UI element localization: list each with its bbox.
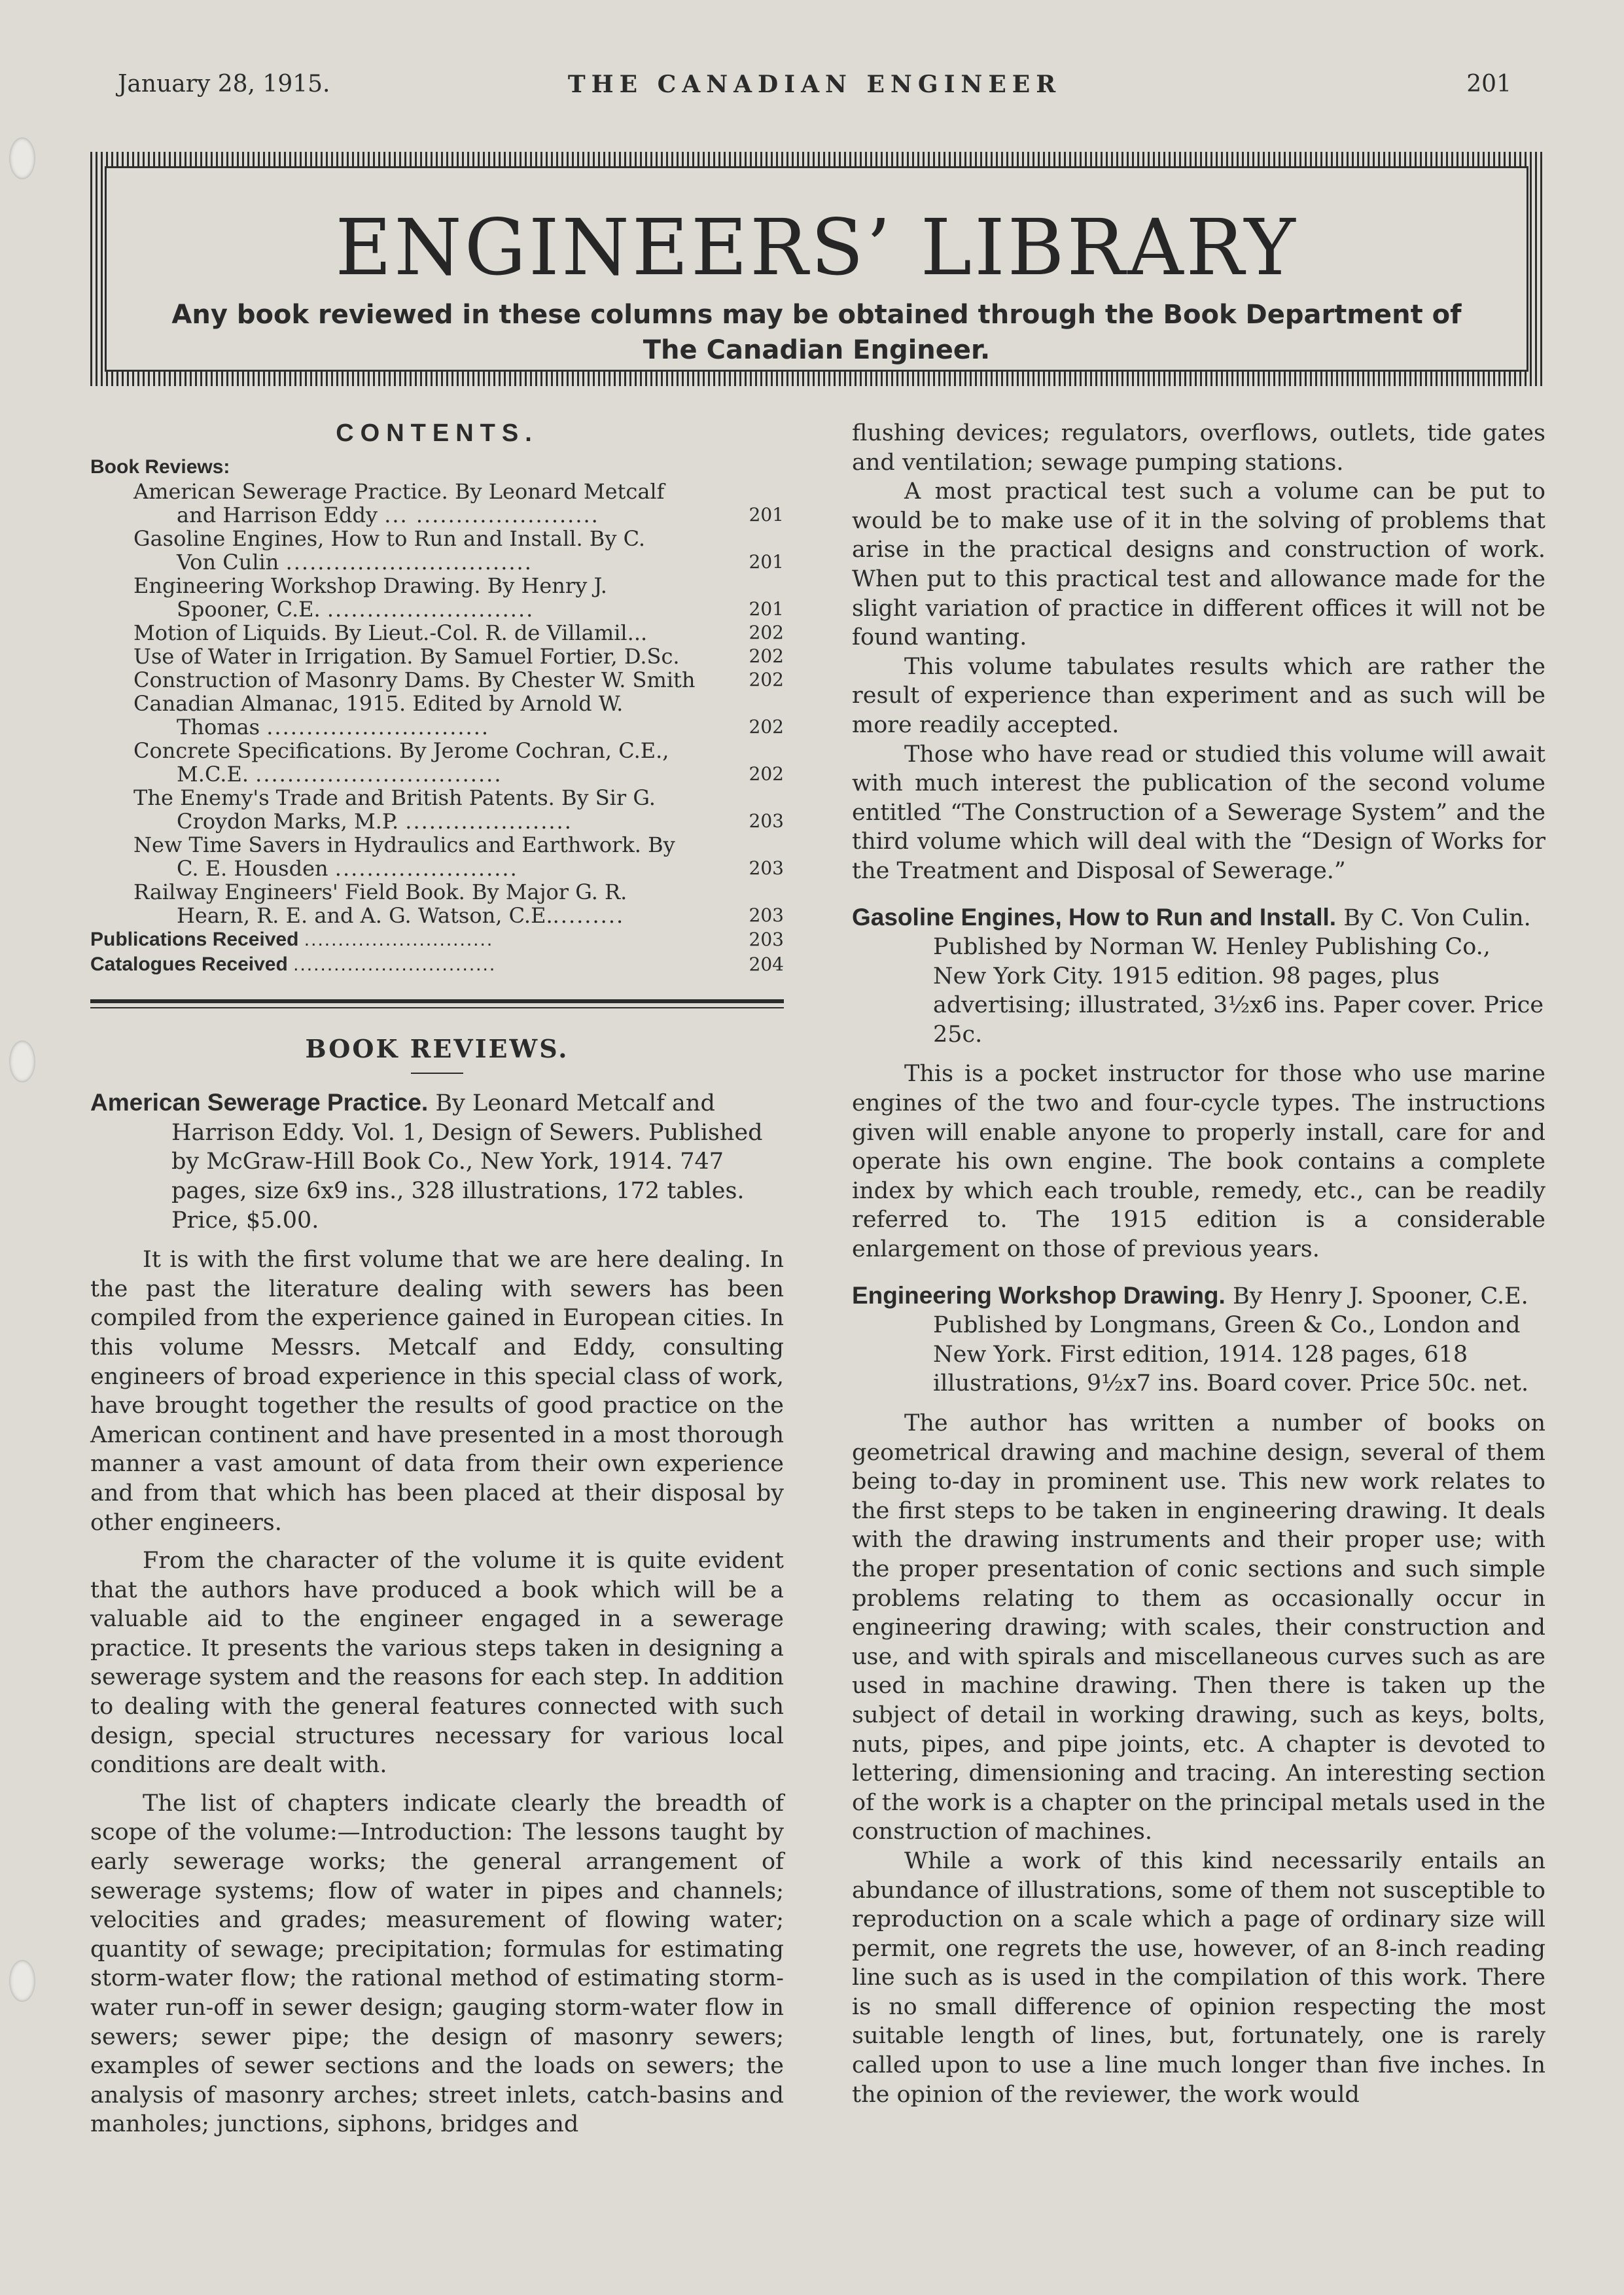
review-book-title: Engineering Workshop Drawing. bbox=[852, 1281, 1226, 1309]
leader-dots: .............................. bbox=[293, 953, 497, 975]
entry-title: Gasoline Engines, How to Run and Install. By C. bbox=[133, 525, 646, 551]
section-divider bbox=[90, 999, 784, 1008]
entry-title-cont bbox=[133, 809, 738, 833]
issue-date: January 28, 1915. bbox=[118, 71, 330, 98]
banner-subtitle bbox=[144, 297, 1489, 368]
leader-dots: .......................... bbox=[327, 596, 535, 622]
entry-title: Engineering Workshop Drawing. By Henry J. bbox=[133, 573, 607, 598]
contents-entry bbox=[90, 527, 784, 574]
entry-title-cont bbox=[133, 597, 738, 621]
entry-title-cont bbox=[133, 857, 738, 880]
entry-title-cont bbox=[133, 762, 738, 786]
contents-list bbox=[90, 480, 784, 977]
review-paragraph: While a work of this kind necessarily entails an abundance of illustrations, some of them not susceptible to reproduction on a scale which a page of ordinary size will permit, one regrets the use, however, of an 8-inch reading line such as is used in the compilation of this work. There is no small difference of opinion respecting the most suitable length of lines, but, fortunately, one is rarely called upon to use a line much longer than five inches. In the opinion of the reviewer, the work would bbox=[852, 1847, 1545, 2108]
spacer bbox=[90, 1537, 784, 1546]
contents-entry bbox=[90, 833, 784, 880]
entry-page: 201 bbox=[749, 597, 784, 620]
contents-title: CONTENTS. bbox=[336, 419, 538, 447]
review-book-title: American Sewerage Practice. bbox=[90, 1089, 429, 1116]
contents-publications bbox=[90, 927, 784, 952]
review-heading-gasoline bbox=[852, 903, 1545, 1050]
leader-dots: ......... bbox=[552, 902, 625, 928]
entry-page: 202 bbox=[749, 621, 784, 643]
entry-page: 203 bbox=[749, 904, 784, 926]
entry-page: 203 bbox=[749, 857, 784, 879]
review-paragraph: This is a pocket instructor for those who use marine engines of the two and four-cycle types. The instructions given will enable anyone to properly install, care for and operate his own engine. The book contains a complete index by which each trouble, remedy, etc., can be readily referred to. The 1915 edition is a considerable enlargement on those of previous years. bbox=[852, 1061, 1545, 1263]
banner-subtitle-line1: Any book reviewed in these columns may be obtained through the Book Department of bbox=[171, 300, 1462, 330]
leader-dots: ............................ bbox=[304, 928, 494, 950]
journal-name: THE CANADIAN ENGINEER bbox=[567, 71, 1062, 98]
contents-entry bbox=[90, 739, 784, 786]
entry-page: 202 bbox=[749, 668, 784, 690]
entry-title: New Time Savers in Hydraulics and Earthwork. By bbox=[133, 832, 675, 857]
entry-title: Motion of Liquids. By Lieut.-Col. R. de Villamil... bbox=[133, 620, 648, 645]
contents-entry bbox=[90, 621, 784, 645]
review-paragraph: Those who have read or studied this volume will await with much interest the publication of the second volume entitled “The Construction of a Sewerage System” and the third volume which will deal with the “Design of Works for the Treatment and Disposal of Sewerage.” bbox=[852, 741, 1545, 884]
entry-title: Canadian Almanac, 1915. Edited by Arnold W. bbox=[133, 690, 624, 716]
leader-dots: ............................... bbox=[285, 549, 533, 575]
review-book-title: Gasoline Engines, How to Run and Install. bbox=[852, 903, 1337, 931]
entry-title-cont-text: and Harrison Eddy bbox=[177, 502, 378, 527]
entry-title: American Sewerage Practice. By Leonard Metcalf bbox=[133, 478, 665, 504]
entry-page: 201 bbox=[749, 550, 784, 573]
spacer bbox=[90, 1780, 784, 1789]
binding-hole bbox=[9, 1041, 35, 1082]
contents-entry bbox=[90, 574, 784, 621]
entry-title-cont bbox=[133, 503, 738, 527]
review-paragraph: This volume tabulates results which are rather the result of experience than experiment and as such will be more readily accepted. bbox=[852, 653, 1545, 738]
review-book-details: By Leonard Metcalf and Harrison Eddy. Vol. 1, Design of Sewers. Published by McGraw-Hill Book Co., New York, 1914. 747 pages, size 6x9 ins., 328 illustrations, 172 tables. Price, $5.00. bbox=[171, 1090, 763, 1234]
contents-section-label: Book Reviews: bbox=[90, 455, 230, 478]
catalogues-label: Catalogues Received bbox=[90, 953, 288, 975]
binding-hole bbox=[9, 1960, 35, 2002]
entry-title-cont-text: Spooner, C.E. bbox=[177, 596, 321, 622]
publications-label: Publications Received bbox=[90, 928, 299, 950]
review-book-details: By C. Von Culin. Published by Norman W. Henley Publishing Co., New York City. 1915 edition. 98 pages, plus advertising; illustrated, 3½x6 ins. Paper cover. Price 25c. bbox=[933, 904, 1544, 1048]
entry-title-cont-text: M.C.E. bbox=[177, 761, 249, 787]
contents-entry bbox=[90, 786, 784, 833]
binding-hole bbox=[9, 137, 35, 179]
contents-entry bbox=[90, 692, 784, 739]
entry-page: 202 bbox=[749, 645, 784, 667]
entry-title-cont-text: Thomas bbox=[177, 714, 260, 739]
entry-title: Railway Engineers' Field Book. By Major G. R. bbox=[133, 879, 627, 904]
entry-title-cont bbox=[133, 715, 738, 739]
contents-entry bbox=[90, 480, 784, 527]
title-rule bbox=[411, 1073, 463, 1074]
entry-page: 202 bbox=[749, 715, 784, 738]
entry-title: Use of Water in Irrigation. By Samuel Fortier, D.Sc. bbox=[133, 643, 680, 669]
spacer bbox=[852, 886, 1545, 903]
book-reviews-title: BOOK REVIEWS. bbox=[305, 1033, 569, 1063]
entry-title: Construction of Masonry Dams. By Chester W. Smith bbox=[133, 667, 696, 692]
leader-dots: ....................... bbox=[334, 855, 518, 881]
review-paragraph: From the character of the volume it is quite evident that the authors have produced a book which will be a valuable aid to the engineer engaged in a sewerage practice. It presents the various steps taken in designing a sewerage system and the reasons for each step. In addition to dealing with the general features connected with such design, special structures necessary for various local conditions are dealt with. bbox=[90, 1548, 784, 1779]
entry-title-cont-text: Von Culin bbox=[177, 549, 279, 575]
section-banner bbox=[90, 152, 1543, 386]
review-book-details: By Henry J. Spooner, C.E. Published by Longmans, Green & Co., London and New York. First edition, 1914. 128 pages, 618 illustrations, 9½x7 ins. Board cover. Price 50c. net. bbox=[933, 1283, 1529, 1397]
leader-dots: ............................ bbox=[266, 714, 490, 739]
entry-title: Concrete Specifications. By Jerome Cochran, C.E., bbox=[133, 738, 669, 763]
banner-subtitle-line2: The Canadian Engineer. bbox=[643, 335, 991, 365]
entry-title-cont bbox=[133, 550, 738, 574]
contents-entry bbox=[90, 880, 784, 927]
contents-catalogues bbox=[90, 952, 784, 977]
entry-title: The Enemy's Trade and British Patents. By Sir G. bbox=[133, 785, 656, 810]
review-paragraph: The list of chapters indicate clearly the breadth of scope of the volume:—Introduction: The lessons taught by early sewerage works; the general arrangement of sewerage systems; flow of water in pipes and channels; velocities and grades; measurement of flowing water; quantity of sewage; precipitation; formulas for estimating storm-water flow; the rational method of estimating storm-water run-off in sewer design; gauging storm-water flow in sewers; sewer pipe; the design of masonry sewers; examples of sewer sections and the loads on sewers; the analysis of masonry arches; street inlets, catch-basins and manholes; junctions, siphons, bridges and bbox=[90, 1790, 784, 2138]
entry-page: 201 bbox=[749, 503, 784, 525]
entry-title-cont-text: C. E. Housden bbox=[177, 855, 328, 881]
entry-title-cont bbox=[133, 904, 738, 927]
entry-page: 203 bbox=[749, 809, 784, 832]
leader-dots: ... ....................... bbox=[384, 502, 599, 527]
page-number: 201 bbox=[1466, 71, 1511, 98]
entry-title-cont-text: Hearn, R. E. and A. G. Watson, C.E. bbox=[177, 902, 553, 928]
review-heading-sewerage bbox=[90, 1088, 784, 1235]
review-paragraph: flushing devices; regulators, overflows, outlets, tide gates and ventilation; sewage pumping stations. bbox=[852, 420, 1545, 476]
contents-entry bbox=[90, 668, 784, 692]
publications-page: 203 bbox=[749, 928, 784, 950]
review-heading-drawing bbox=[852, 1281, 1545, 1398]
left-column bbox=[90, 419, 784, 2139]
right-column bbox=[852, 419, 1545, 2109]
running-head bbox=[118, 71, 1511, 110]
entry-page: 202 bbox=[749, 762, 784, 785]
review-paragraph: A most practical test such a volume can be put to would be to make use of it in the solving of problems that arise in the practical designs and construction of work. When put to this practical test and allowance made for the slight variation of practice in different offices it will not be found wanting. bbox=[852, 478, 1545, 651]
review-paragraph: The author has written a number of books on geometrical drawing and machine design, several of them being to-day in prominent use. This new work relates to the first steps to be taken in engineering drawing. It deals with the drawing instruments and their proper use; with the proper presentation of conic sections and such simple problems relating to them as occasionally occur in engineering drawing; with scales, their construction and use, and with spirals and miscellaneous curves such as are used in machine drawing. Then there is taken up the subject of detail in working drawing, such as keys, bolts, nuts, pipes, and pipe joints, etc. A chapter is devoted to lettering, dimensioning and tracing. An interesting section of the work is a chapter on the principal metals used in the construction of machines. bbox=[852, 1410, 1545, 1845]
banner-title: ENGINEERS’ LIBRARY bbox=[335, 202, 1298, 293]
leader-dots: ..................... bbox=[405, 808, 573, 834]
contents-entry bbox=[90, 645, 784, 668]
review-paragraph: It is with the first volume that we are here dealing. In the past the literature dealing with sewers has been compiled from the experience gained in European cities. In this volume Messrs. Metcalf and Eddy, consulting engineers of broad experience in this special class of work, have brought together the results of good practice on the American continent and have presented in a most thorough manner a vast amount of data from their own experience and from that which has been placed at their disposal by other engineers. bbox=[90, 1247, 784, 1536]
spacer bbox=[852, 1264, 1545, 1281]
catalogues-page: 204 bbox=[749, 953, 784, 975]
entry-title-cont-text: Croydon Marks, M.P. bbox=[177, 808, 399, 834]
leader-dots: ............................... bbox=[255, 761, 503, 787]
